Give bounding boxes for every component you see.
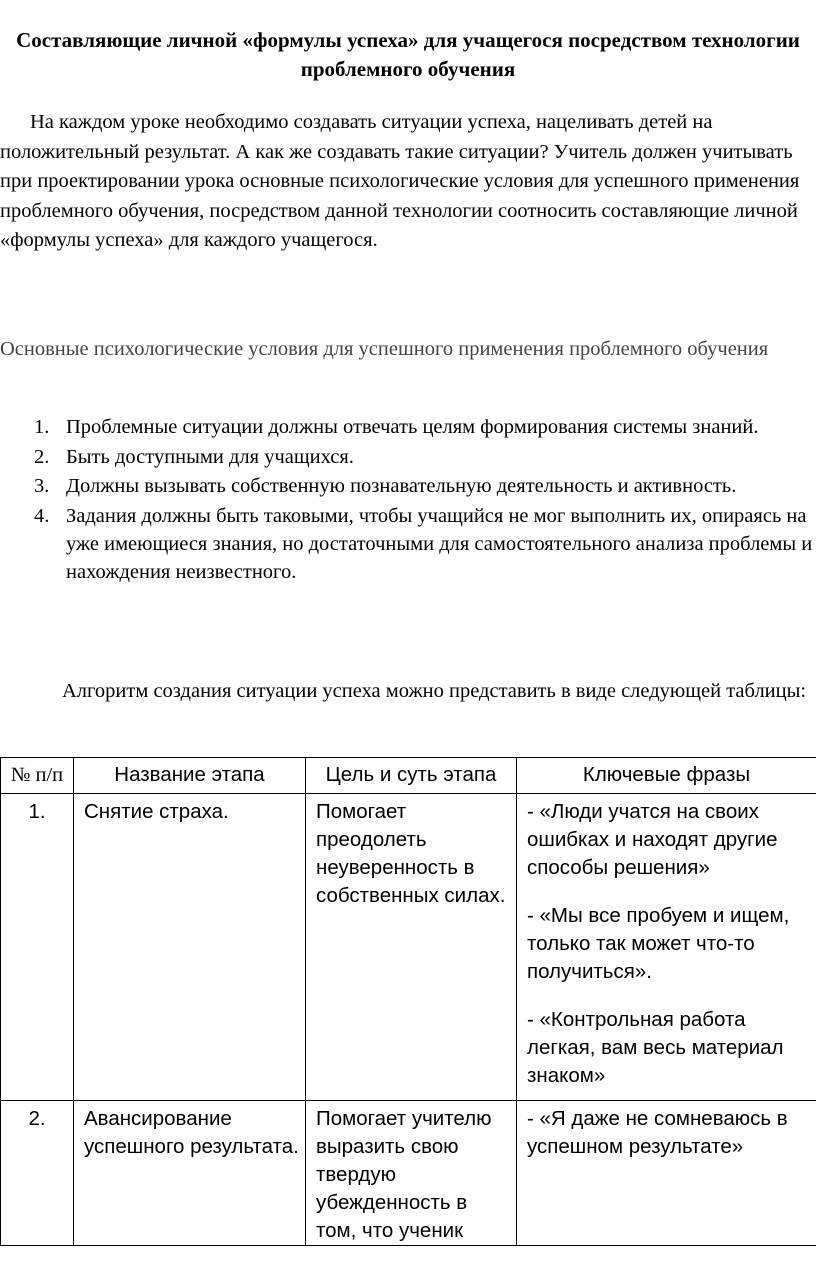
table-header-row — [1, 758, 816, 794]
row-goal: Помогает преодолеть неуверенность в собственных силах. — [306, 794, 517, 1101]
header-goal: Цель и суть этапа — [306, 758, 517, 794]
condition-text: Должны вызывать собственную познавательную деятельность и активность. — [66, 475, 737, 497]
header-num: № п/п — [1, 758, 74, 794]
condition-number: 4. — [34, 504, 50, 527]
algorithm-intro: Алгоритм создания ситуации успеха можно представить в виде следующей таблицы: — [62, 680, 807, 702]
table-row — [1, 1101, 816, 1246]
row-phrases — [517, 794, 816, 1101]
conditions-list — [0, 413, 816, 587]
condition-text: Быть доступными для учащихся. — [66, 445, 354, 468]
key-phrase: - «Контрольная работа легкая, вам весь материал знаком» — [527, 1008, 784, 1087]
key-phrase: - «Люди учатся на своих ошибках и находят другие способы решения» — [527, 800, 778, 879]
row-stage: Снятие страха. — [74, 794, 306, 1101]
document-title: Составляющие личной «формулы успеха» для учащегося посредством технологии проблемного обучения — [16, 28, 800, 81]
condition-item — [0, 413, 816, 441]
row-num: 1. — [1, 794, 74, 1101]
condition-item — [0, 443, 816, 471]
header-phrases: Ключевые фразы — [517, 758, 816, 794]
table-row — [1, 794, 816, 1101]
condition-text: Задания должны быть таковыми, чтобы учащийся не мог выполнить их, опираясь на уже имеющиеся знания, но достаточными для самостоятельного анализа проблемы и нахождения неизвестного. — [66, 504, 813, 583]
key-phrase: - «Мы все пробуем и ищем, только так может что-то получиться». — [527, 904, 790, 983]
condition-number: 1. — [34, 416, 50, 438]
row-stage: Авансирование успешного результата. — [74, 1101, 306, 1246]
condition-number: 3. — [34, 475, 50, 497]
intro-paragraph: На каждом уроке необходимо создавать ситуации успеха, нацеливать детей на положительный результат. А как же создавать такие ситуации? Учитель должен учитывать при проектировании урока основные психологические условия для успешного применения проблемного обучения, посредством данной технологии соотносить составляющие личной «формулы успеха» для каждого учащегося. — [0, 111, 800, 251]
condition-text: Проблемные ситуации должны отвечать целям формирования системы знаний. — [66, 416, 759, 438]
key-phrase: - «Я даже не сомневаюсь в успешном результате» — [527, 1107, 788, 1158]
row-num: 2. — [1, 1101, 74, 1246]
conditions-heading: Основные психологические условия для успешного применения проблемного обучения — [0, 338, 769, 360]
condition-number: 2. — [34, 445, 50, 468]
header-stage: Название этапа — [74, 758, 306, 794]
condition-item — [0, 502, 816, 586]
row-goal: Помогает учителю выразить свою твердую убежденность в том, что ученик — [306, 1101, 517, 1246]
success-algorithm-table — [0, 757, 816, 1246]
condition-item — [0, 472, 816, 500]
row-phrases — [517, 1101, 816, 1246]
